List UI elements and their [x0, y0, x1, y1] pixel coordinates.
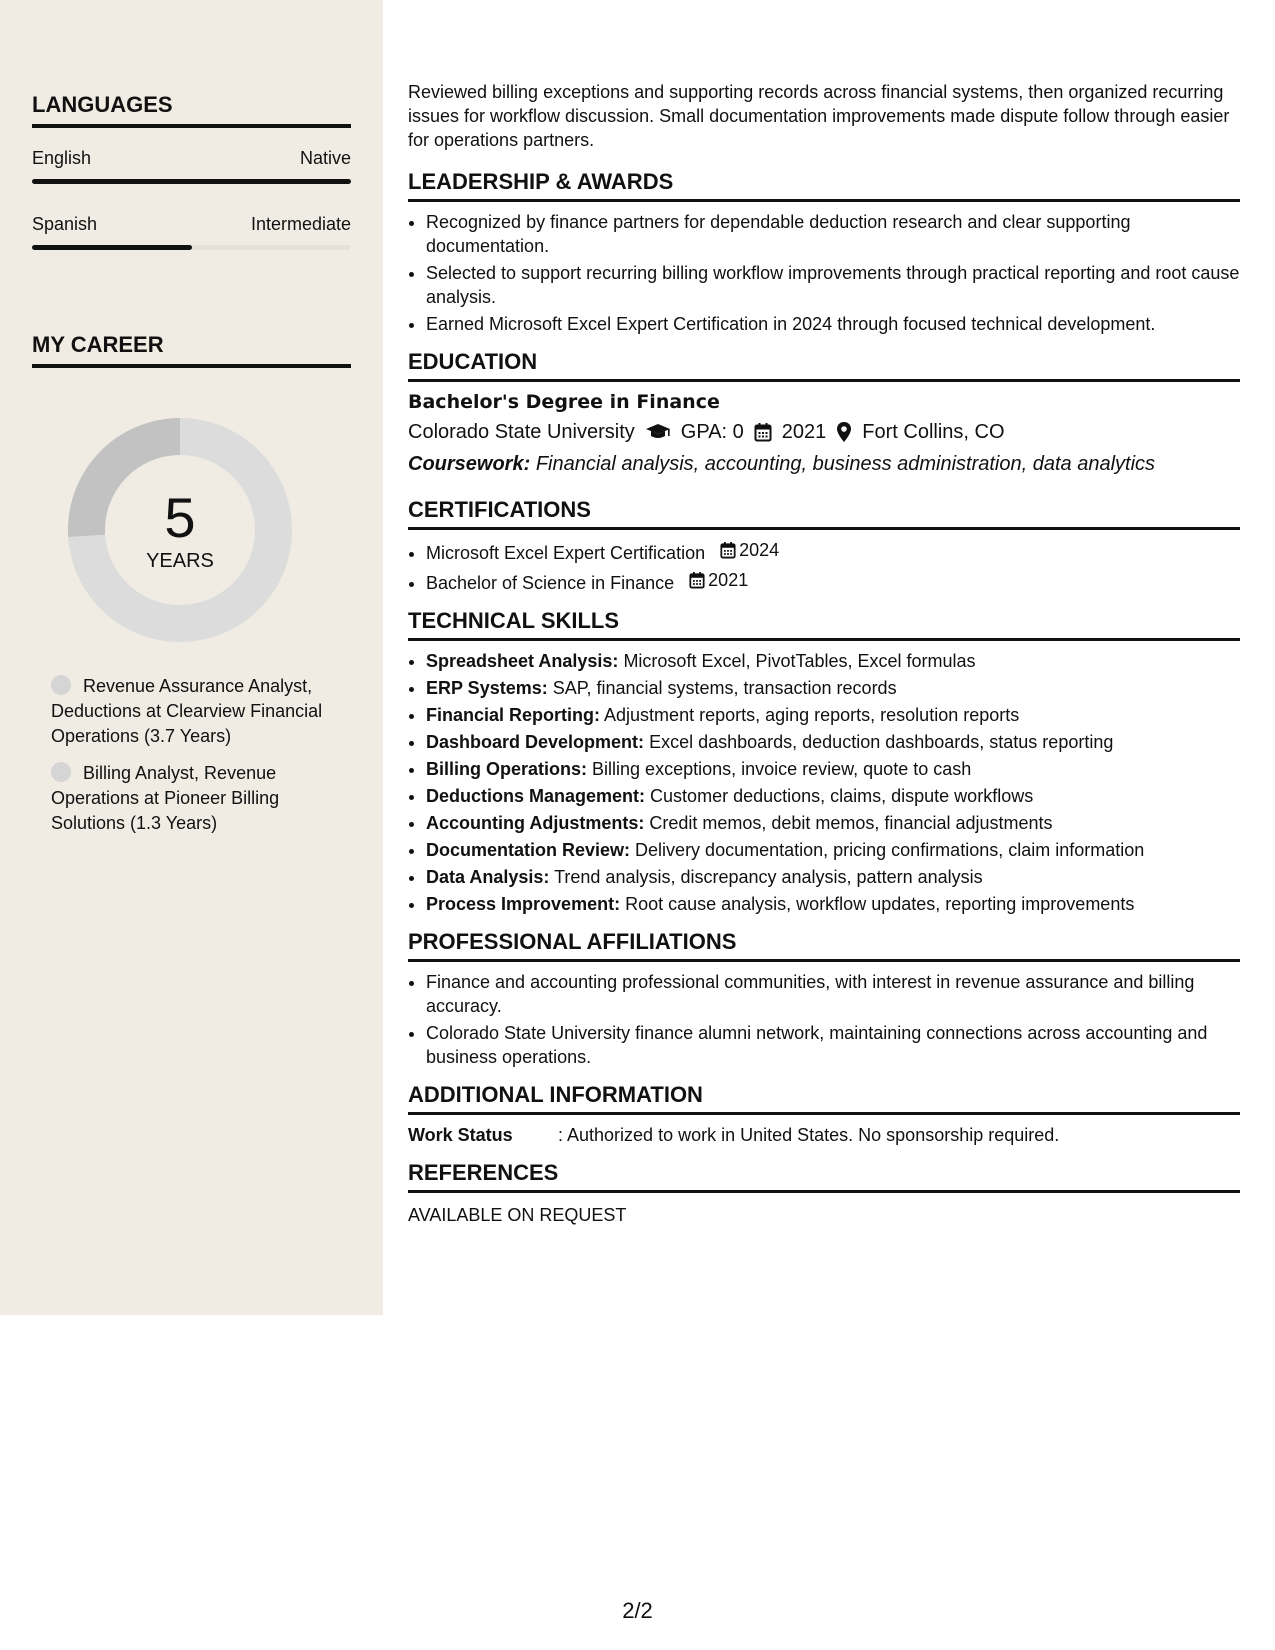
education-gpa: GPA: 0: [680, 421, 744, 443]
affiliations-list: [408, 970, 1240, 1069]
education-year: 2021: [781, 421, 827, 443]
work-status-row: [408, 1123, 1240, 1147]
languages-heading: LANGUAGES: [32, 92, 351, 128]
list-item: • Finance and accounting professional communities, with interest in revenue assurance and billing accuracy.: [426, 970, 1240, 1018]
skills-list: [408, 649, 1240, 916]
list-item: [426, 568, 1240, 595]
career-list: [51, 674, 331, 848]
work-status-value: : Authorized to work in United States. No sponsorship required.: [558, 1125, 1060, 1145]
education-school: Colorado State University: [408, 421, 635, 443]
education-meta: [408, 420, 1240, 444]
skill-value: Billing exceptions, invoice review, quote to cash: [592, 759, 972, 779]
skill-value: Microsoft Excel, PivotTables, Excel formulas: [623, 651, 976, 671]
language-english: [32, 148, 351, 184]
skill-label: Deductions Management:: [426, 786, 646, 806]
skill-item: [426, 784, 1240, 808]
affiliations-section: [408, 928, 1240, 1069]
skill-label: Financial Reporting:: [426, 705, 601, 725]
certifications-section: [408, 496, 1240, 595]
section-title: PROFESSIONAL AFFILIATIONS: [408, 928, 1240, 962]
cert-year: 2021: [708, 570, 749, 590]
skill-item: [426, 757, 1240, 781]
list-item: • Recognized by finance partners for dependable deduction research and clear supporting documentation.: [426, 210, 1240, 258]
coursework-text: Financial analysis, accounting, business administration, data analytics: [535, 453, 1156, 475]
language-level: Native: [299, 148, 351, 168]
education-coursework: [408, 452, 1240, 476]
coursework-label: Coursework:: [408, 453, 531, 475]
section-title: REFERENCES: [408, 1159, 1240, 1193]
section-title: LEADERSHIP & AWARDS: [408, 168, 1240, 202]
career-heading: MY CAREER: [32, 332, 351, 368]
language-name: English: [32, 148, 92, 168]
list-item: • Colorado State University finance alumni network, maintaining connections across accounting and business operations.: [426, 1021, 1240, 1069]
skill-label: Documentation Review:: [426, 840, 631, 860]
section-title: EDUCATION: [408, 348, 1240, 382]
skill-value: Adjustment reports, aging reports, resolution reports: [604, 705, 1020, 725]
references-text: AVAILABLE ON REQUEST: [408, 1205, 627, 1225]
additional-info-section: [408, 1081, 1240, 1147]
main-content: [408, 80, 1240, 1239]
calendar-icon: [754, 422, 772, 442]
cert-year: 2024: [739, 540, 780, 560]
education-location: Fort Collins, CO: [862, 421, 1005, 443]
graduation-cap-icon: [645, 423, 671, 441]
education-degree: Bachelor's Degree in Finance: [408, 391, 720, 413]
education-section: [408, 348, 1240, 476]
skill-item: [426, 865, 1240, 889]
skill-label: Billing Operations:: [426, 759, 588, 779]
calendar-icon: [689, 571, 705, 589]
career-item-text: Billing Analyst, Revenue Operations at Pioneer Billing Solutions (1.3 Years): [51, 763, 280, 833]
skill-value: Customer deductions, claims, dispute workflows: [650, 786, 1034, 806]
career-donut-chart: [60, 410, 300, 650]
skill-item: [426, 703, 1240, 727]
career-item: [51, 761, 331, 836]
location-pin-icon: [836, 421, 852, 443]
career-section: [32, 332, 351, 368]
section-title: TECHNICAL SKILLS: [408, 607, 1240, 641]
list-item: [426, 538, 1240, 565]
language-proficiency-fill: [32, 245, 192, 250]
experience-summary: Reviewed billing exceptions and supporting records across financial systems, then organized recurring issues for workflow discussion. Small documentation improvements made dispute follow through easier for operations partners.: [408, 82, 1230, 150]
skill-value: Excel dashboards, deduction dashboards, status reporting: [649, 732, 1114, 752]
cert-name: Microsoft Excel Expert Certification: [426, 543, 706, 563]
language-proficiency-fill: [32, 179, 351, 184]
career-total-years: 5: [164, 486, 196, 549]
skill-value: Root cause analysis, workflow updates, reporting improvements: [625, 894, 1135, 914]
leadership-section: [408, 168, 1240, 336]
section-title: CERTIFICATIONS: [408, 496, 1240, 530]
career-legend-dot: [51, 762, 71, 782]
sidebar: [0, 0, 383, 1315]
career-legend-dot: [51, 675, 71, 695]
references-section: [408, 1159, 1240, 1227]
skill-label: Dashboard Development:: [426, 732, 645, 752]
skill-item: [426, 730, 1240, 754]
skill-label: Data Analysis:: [426, 867, 550, 887]
language-proficiency-bar: [32, 245, 351, 250]
skills-section: [408, 607, 1240, 916]
skill-label: ERP Systems:: [426, 678, 548, 698]
cert-name: Bachelor of Science in Finance: [426, 573, 675, 593]
page-number: 2/2: [622, 1598, 653, 1623]
career-item: [51, 674, 331, 749]
section-title: ADDITIONAL INFORMATION: [408, 1081, 1240, 1115]
skill-label: Spreadsheet Analysis:: [426, 651, 619, 671]
career-item-text: Revenue Assurance Analyst, Deductions at Clearview Financial Operations (3.7 Years): [51, 676, 323, 746]
skill-label: Process Improvement:: [426, 894, 621, 914]
certifications-list: [408, 538, 1240, 595]
skill-item: [426, 676, 1240, 700]
calendar-icon: [720, 541, 736, 559]
language-name: Spanish: [32, 214, 98, 234]
language-proficiency-bar: [32, 179, 351, 184]
work-status-label: Work Status: [408, 1125, 513, 1145]
leadership-list: [408, 210, 1240, 336]
language-level: Intermediate: [250, 214, 351, 234]
skill-value: SAP, financial systems, transaction records: [552, 678, 897, 698]
list-item: • Selected to support recurring billing workflow improvements through practical reporting and root cause analysis.: [426, 261, 1240, 309]
career-years-label: YEARS: [146, 550, 214, 572]
skill-value: Delivery documentation, pricing confirmations, claim information: [635, 840, 1145, 860]
language-spanish: [32, 214, 351, 250]
languages-section: [32, 92, 351, 250]
list-item: • Earned Microsoft Excel Expert Certification in 2024 through focused technical development.: [426, 312, 1240, 336]
skill-value: Credit memos, debit memos, financial adjustments: [649, 813, 1053, 833]
skill-value: Trend analysis, discrepancy analysis, pattern analysis: [554, 867, 983, 887]
skill-item: [426, 811, 1240, 835]
skill-label: Accounting Adjustments:: [426, 813, 645, 833]
skill-item: [426, 838, 1240, 862]
skill-item: [426, 892, 1240, 916]
skill-item: [426, 649, 1240, 673]
